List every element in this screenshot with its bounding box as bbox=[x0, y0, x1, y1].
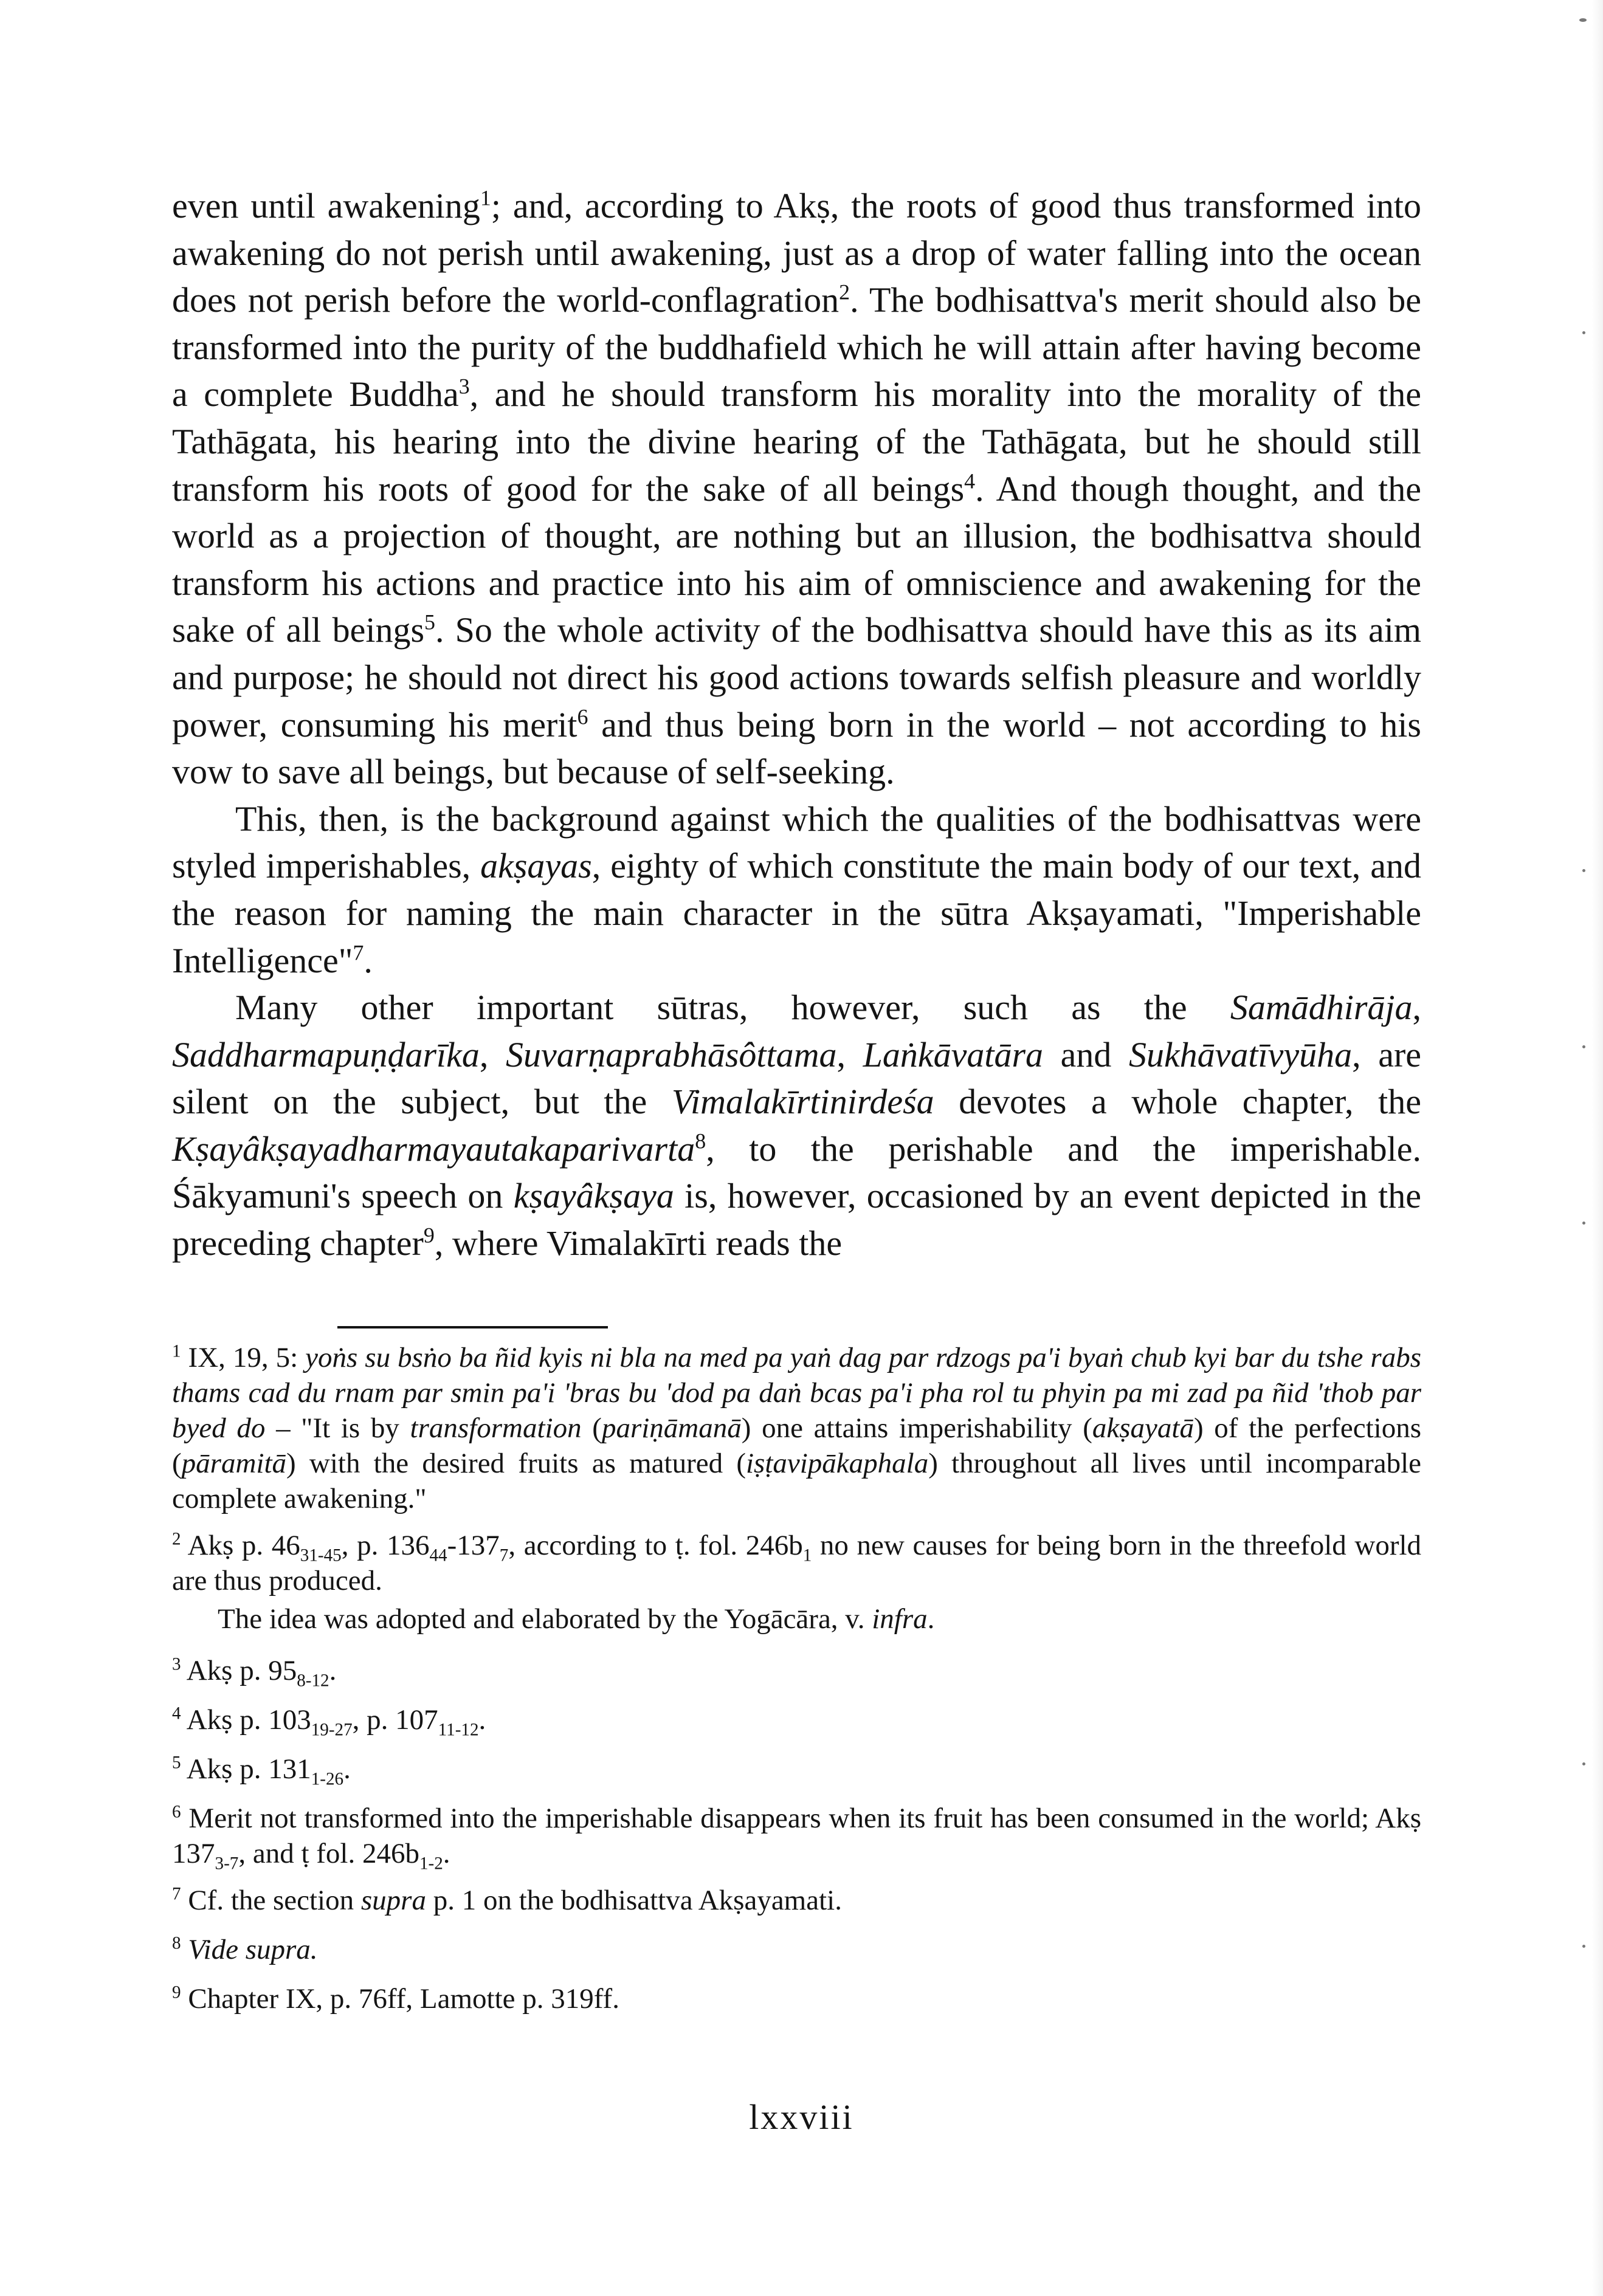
text-run: Akṣ p. 95 bbox=[181, 1655, 297, 1686]
page-number: lxxviii bbox=[749, 2097, 854, 2137]
subscript: 1 bbox=[802, 1545, 812, 1566]
text-run: . So the whole activity of the bodhisattva should have this as its aim and purpose; he should not direct his good actions towards selfish pleasure and worldly power, consuming his merit bbox=[172, 610, 1421, 744]
scan-speck bbox=[1582, 869, 1585, 872]
footnote-ref: 1 bbox=[172, 1341, 181, 1361]
text-run: Akṣ p. 46 bbox=[181, 1530, 300, 1561]
text-run: and bbox=[1043, 1034, 1129, 1074]
text-run: Chapter IX, p. 76ff, Lamotte p. 319ff. bbox=[181, 1983, 619, 2015]
paragraph bbox=[172, 182, 1421, 796]
text-run: p. 1 on the bodhisattva Akṣayamati. bbox=[426, 1885, 842, 1916]
footnote-ref: 7 bbox=[353, 940, 364, 965]
text-run: . bbox=[478, 1704, 486, 1736]
footnote-ref: 3 bbox=[172, 1654, 181, 1674]
footnote-ref: 6 bbox=[577, 704, 588, 729]
paragraph bbox=[172, 984, 1421, 1267]
subscript: 1-26 bbox=[311, 1769, 344, 1789]
italic-text: iṣṭavipākaphala bbox=[745, 1448, 929, 1479]
text-run: , p. 136 bbox=[341, 1530, 430, 1561]
scan-speck bbox=[1582, 331, 1585, 334]
text-run: . bbox=[329, 1655, 337, 1686]
italic-text: akṣayatā bbox=[1092, 1412, 1194, 1444]
footnote bbox=[172, 1528, 1421, 1598]
footnote-ref: 7 bbox=[172, 1884, 181, 1904]
italic-text: akṣayas bbox=[480, 846, 592, 886]
text-run: is, however, occasioned by an event depicted in the preceding chapter bbox=[172, 1176, 1422, 1263]
footnote-ref: 8 bbox=[695, 1129, 706, 1153]
text-run: Akṣ p. 103 bbox=[181, 1704, 311, 1736]
footnote-ref: 1 bbox=[480, 185, 491, 210]
text-run: Akṣ p. 131 bbox=[181, 1753, 311, 1785]
footnote-ref: 2 bbox=[839, 280, 850, 304]
scan-speck bbox=[1582, 1222, 1585, 1225]
italic-text: pariṇāmanā bbox=[601, 1412, 742, 1444]
subscript: 7 bbox=[499, 1545, 509, 1566]
footnote-ref: 9 bbox=[423, 1223, 435, 1248]
subscript: 44 bbox=[429, 1545, 447, 1566]
subscript: 1-2 bbox=[419, 1854, 443, 1874]
scan-speck bbox=[1582, 1945, 1585, 1948]
footnote-ref: 3 bbox=[458, 374, 470, 399]
text-run: ) with the desired fruits as matured ( bbox=[286, 1448, 746, 1479]
footnote bbox=[172, 1702, 1421, 1740]
scan-edge-shadow bbox=[1592, 0, 1603, 2296]
text-run: , and he should transform his morality into the morality of the Tathāgata, his hearing into the divine hearing of the Tathāgata, but he should still transform his roots of good for the sake of all beings bbox=[172, 374, 1421, 509]
italic-text: kṣayâkṣaya bbox=[513, 1176, 674, 1216]
footnote-ref: 5 bbox=[424, 610, 435, 635]
text-run: ) of the perfections ( bbox=[172, 1412, 1422, 1479]
italic-text: transformation bbox=[410, 1412, 582, 1444]
footnote bbox=[172, 1801, 1421, 1874]
text-run: ) one attains imperishability ( bbox=[741, 1412, 1092, 1444]
italic-text: Vimalakīrtinirdeśa bbox=[671, 1082, 934, 1122]
footnote bbox=[172, 1883, 1421, 1918]
text-run: no new causes for being born in the threefold world are thus produced. bbox=[172, 1530, 1422, 1597]
footnote-ref: 9 bbox=[172, 1982, 181, 2002]
text-run: , bbox=[1412, 988, 1421, 1028]
footnote-ref: 4 bbox=[172, 1703, 181, 1724]
text-run: The idea was adopted and elaborated by the Yogācāra, v. bbox=[218, 1603, 872, 1635]
text-run: IX, 19, 5: bbox=[181, 1342, 306, 1373]
text-run: This, then, is the background against which the qualities of the bodhisattvas were styled imperishables, bbox=[172, 799, 1421, 886]
text-run: , to the perishable and the imperishable. Śākyamuni's speech on bbox=[172, 1129, 1421, 1216]
text-run: devotes a whole chapter, the bbox=[934, 1082, 1421, 1122]
text-run: – "It is by bbox=[265, 1412, 410, 1444]
text-run: . bbox=[364, 940, 373, 980]
text-run: , and ṭ fol. 246b bbox=[238, 1838, 419, 1869]
footnotes bbox=[172, 1340, 1421, 2030]
text-run: even until awakening bbox=[172, 186, 480, 225]
text-run: ( bbox=[581, 1412, 602, 1444]
text-run: . bbox=[443, 1838, 450, 1869]
italic-text: Laṅkāvatāra bbox=[863, 1034, 1044, 1074]
text-run: , where Vimalakīrti reads the bbox=[434, 1223, 843, 1263]
text-run: ) throughout all lives until incomparable complete awakening." bbox=[172, 1448, 1421, 1514]
footnote-separator bbox=[337, 1326, 608, 1328]
italic-text: Saddharmapuṇḍarīka bbox=[172, 1034, 480, 1074]
italic-text: Vide supra. bbox=[188, 1934, 318, 1965]
subscript: 3-7 bbox=[215, 1854, 239, 1874]
text-run: and thus being born in the world – not according to his vow to save all beings, but because of self-seeking. bbox=[172, 704, 1421, 792]
footnote-ref: 8 bbox=[172, 1933, 181, 1953]
footnote-ref: 5 bbox=[172, 1753, 181, 1773]
text-run: , eighty of which constitute the main body of our text, and the reason for naming the main character in the sūtra Akṣayamati, "Imperishable Intelligence" bbox=[172, 846, 1422, 980]
text-run: , are silent on the subject, but the bbox=[172, 1034, 1422, 1122]
scan-speck bbox=[1582, 1045, 1585, 1048]
text-run: , according to ṭ. fol. 246b bbox=[508, 1530, 803, 1561]
italic-text: Samādhirāja bbox=[1230, 988, 1413, 1028]
italic-text: infra bbox=[872, 1603, 928, 1635]
text-run: -137 bbox=[447, 1530, 500, 1561]
footnote bbox=[172, 1601, 1421, 1637]
italic-text: Sukhāvatīvyūha bbox=[1128, 1034, 1353, 1074]
footnote-ref: 6 bbox=[172, 1802, 181, 1822]
italic-text: pāramitā bbox=[181, 1448, 287, 1479]
footnote-ref: 2 bbox=[172, 1529, 181, 1549]
text-run: , p. 107 bbox=[352, 1704, 438, 1736]
scan-speck bbox=[1579, 18, 1587, 22]
text-run: , bbox=[479, 1034, 506, 1074]
main-text bbox=[172, 182, 1421, 1267]
text-run: . The bodhisattva's merit should also be transformed into the purity of the buddhafield which he will attain after having become a complete Buddha bbox=[172, 280, 1421, 414]
italic-text: yoṅs su bsṅo ba ñid kyis ni bla na med pa yaṅ dag par rdzogs pa'i byaṅ chub kyi bar du tshe rabs thams cad du rnam par smin pa'i 'bras bu 'dod pa daṅ bcas pa'i pha rol tu phyin pa mi zad pa ñid 'thob par byed do bbox=[172, 1342, 1421, 1444]
text-run: . bbox=[343, 1753, 351, 1785]
subscript: 8-12 bbox=[297, 1671, 329, 1691]
subscript: 31-45 bbox=[300, 1545, 342, 1566]
subscript: 19-27 bbox=[311, 1720, 353, 1740]
footnote bbox=[172, 1932, 1421, 1967]
text-run: . And though thought, and the world as a projection of thought, are nothing but an illusion, the bodhisattva should transform his actions and practice into his aim of omniscience and awakening for the sake of all beings bbox=[172, 469, 1421, 650]
text-run: ; and, according to Akṣ, the roots of good thus transformed into awakening do not perish until awakening, just as a drop of water falling into the ocean does not perish before the world-conflagration bbox=[172, 186, 1422, 320]
footnote-ref: 4 bbox=[964, 469, 976, 493]
footnote bbox=[172, 1653, 1421, 1691]
italic-text: Suvarṇaprabhāsôttama bbox=[505, 1034, 837, 1074]
scan-speck bbox=[1582, 1762, 1585, 1765]
text-run: , bbox=[836, 1034, 863, 1074]
text-run bbox=[181, 1934, 188, 1965]
italic-text: Kṣayâkṣayadharmayautakaparivarta bbox=[172, 1129, 695, 1169]
subscript: 11-12 bbox=[438, 1720, 479, 1740]
text-run: Merit not transformed into the imperishable disappears when its fruit has been consumed in the world; Akṣ 137 bbox=[172, 1803, 1421, 1869]
footnote bbox=[172, 1981, 1421, 2016]
italic-text: supra bbox=[360, 1885, 426, 1916]
text-run: . bbox=[927, 1603, 935, 1635]
footnote bbox=[172, 1340, 1421, 1516]
text-run: Many other important sūtras, however, such as the bbox=[235, 988, 1230, 1028]
text-run: Cf. the section bbox=[181, 1885, 361, 1916]
paragraph bbox=[172, 796, 1421, 984]
footnote bbox=[172, 1751, 1421, 1787]
